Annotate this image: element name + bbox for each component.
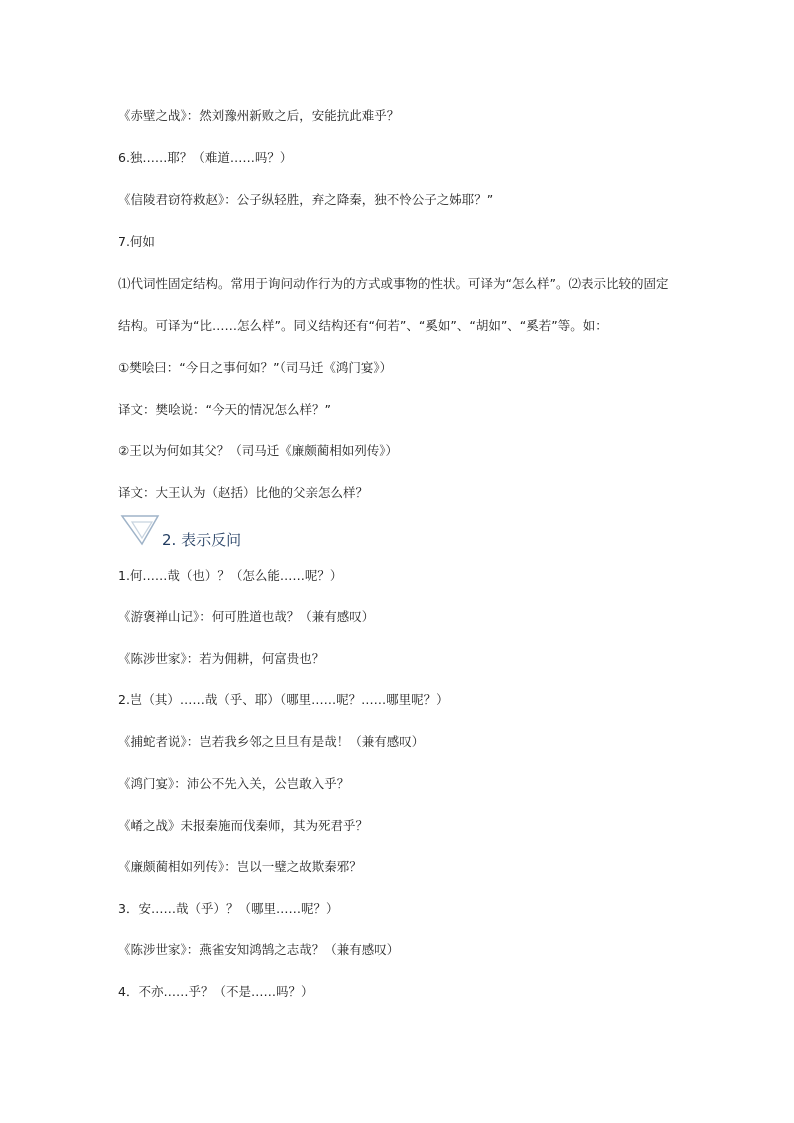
text-line: 《崤之战》未报秦施而伐秦师，其为死君乎？ — [118, 818, 369, 833]
text-line: 6.独……耶？（难道……吗？） — [118, 150, 293, 165]
text-line: 3．安……哉（乎）？（哪里……呢？） — [118, 901, 339, 916]
text-line: 《捕蛇者说》：岂若我乡邻之旦旦有是哉！（兼有感叹） — [118, 734, 425, 749]
triangle-heading-icon — [120, 514, 160, 550]
text-line: 结构。可译为“比……怎么样”。同义结构还有“何若”、“奚如”、“胡如”、“奚若”等。如： — [118, 318, 608, 333]
text-line: 《信陵君窃符救赵》：公子纵轻胜，弃之降秦，独不怜公子之姊耶？” — [118, 192, 494, 207]
text-line: 《廉颇蔺相如列传》：岂以一璧之故欺秦邪？ — [118, 859, 362, 874]
text-line: 《鸿门宴》：沛公不先入关，公岂敢入乎？ — [118, 776, 350, 791]
text-line: 译文：樊哙说：“今天的情况怎么样？” — [118, 402, 331, 417]
text-line: ①樊哙曰：“今日之事何如？”（司马迁《鸿门宴》） — [118, 360, 393, 375]
text-line: 2.岂（其）……哉（乎、耶）（哪里……呢？……哪里呢？） — [118, 692, 449, 707]
text-line: 《陈涉世家》：燕雀安知鸿鹄之志哉？（兼有感叹） — [118, 942, 400, 957]
text-line: 《陈涉世家》：若为佣耕，何富贵也？ — [118, 651, 325, 666]
text-line: ②王以为何如其父？（司马迁《廉颇蔺相如列传》） — [118, 443, 398, 458]
text-line: 4．不亦……乎？（不是……吗？） — [118, 984, 314, 999]
section-heading-text: 2. 表示反问 — [162, 531, 242, 549]
text-line: 7.何如 — [118, 234, 155, 249]
section-heading — [118, 514, 318, 549]
text-line: 译文：大王认为（赵括）比他的父亲怎么样？ — [118, 485, 369, 500]
text-line: 《赤壁之战》：然刘豫州新败之后，安能抗此难乎？ — [118, 108, 400, 123]
text-line: 1.何……哉（也）？（怎么能……呢？） — [118, 568, 343, 583]
text-line: ⑴代词性固定结构。常用于询问动作行为的方式或事物的性状。可译为“怎么样”。⑵表示比较的固定 — [118, 276, 669, 291]
text-line: 《游褒禅山记》：何可胜道也哉？（兼有感叹） — [118, 609, 375, 624]
